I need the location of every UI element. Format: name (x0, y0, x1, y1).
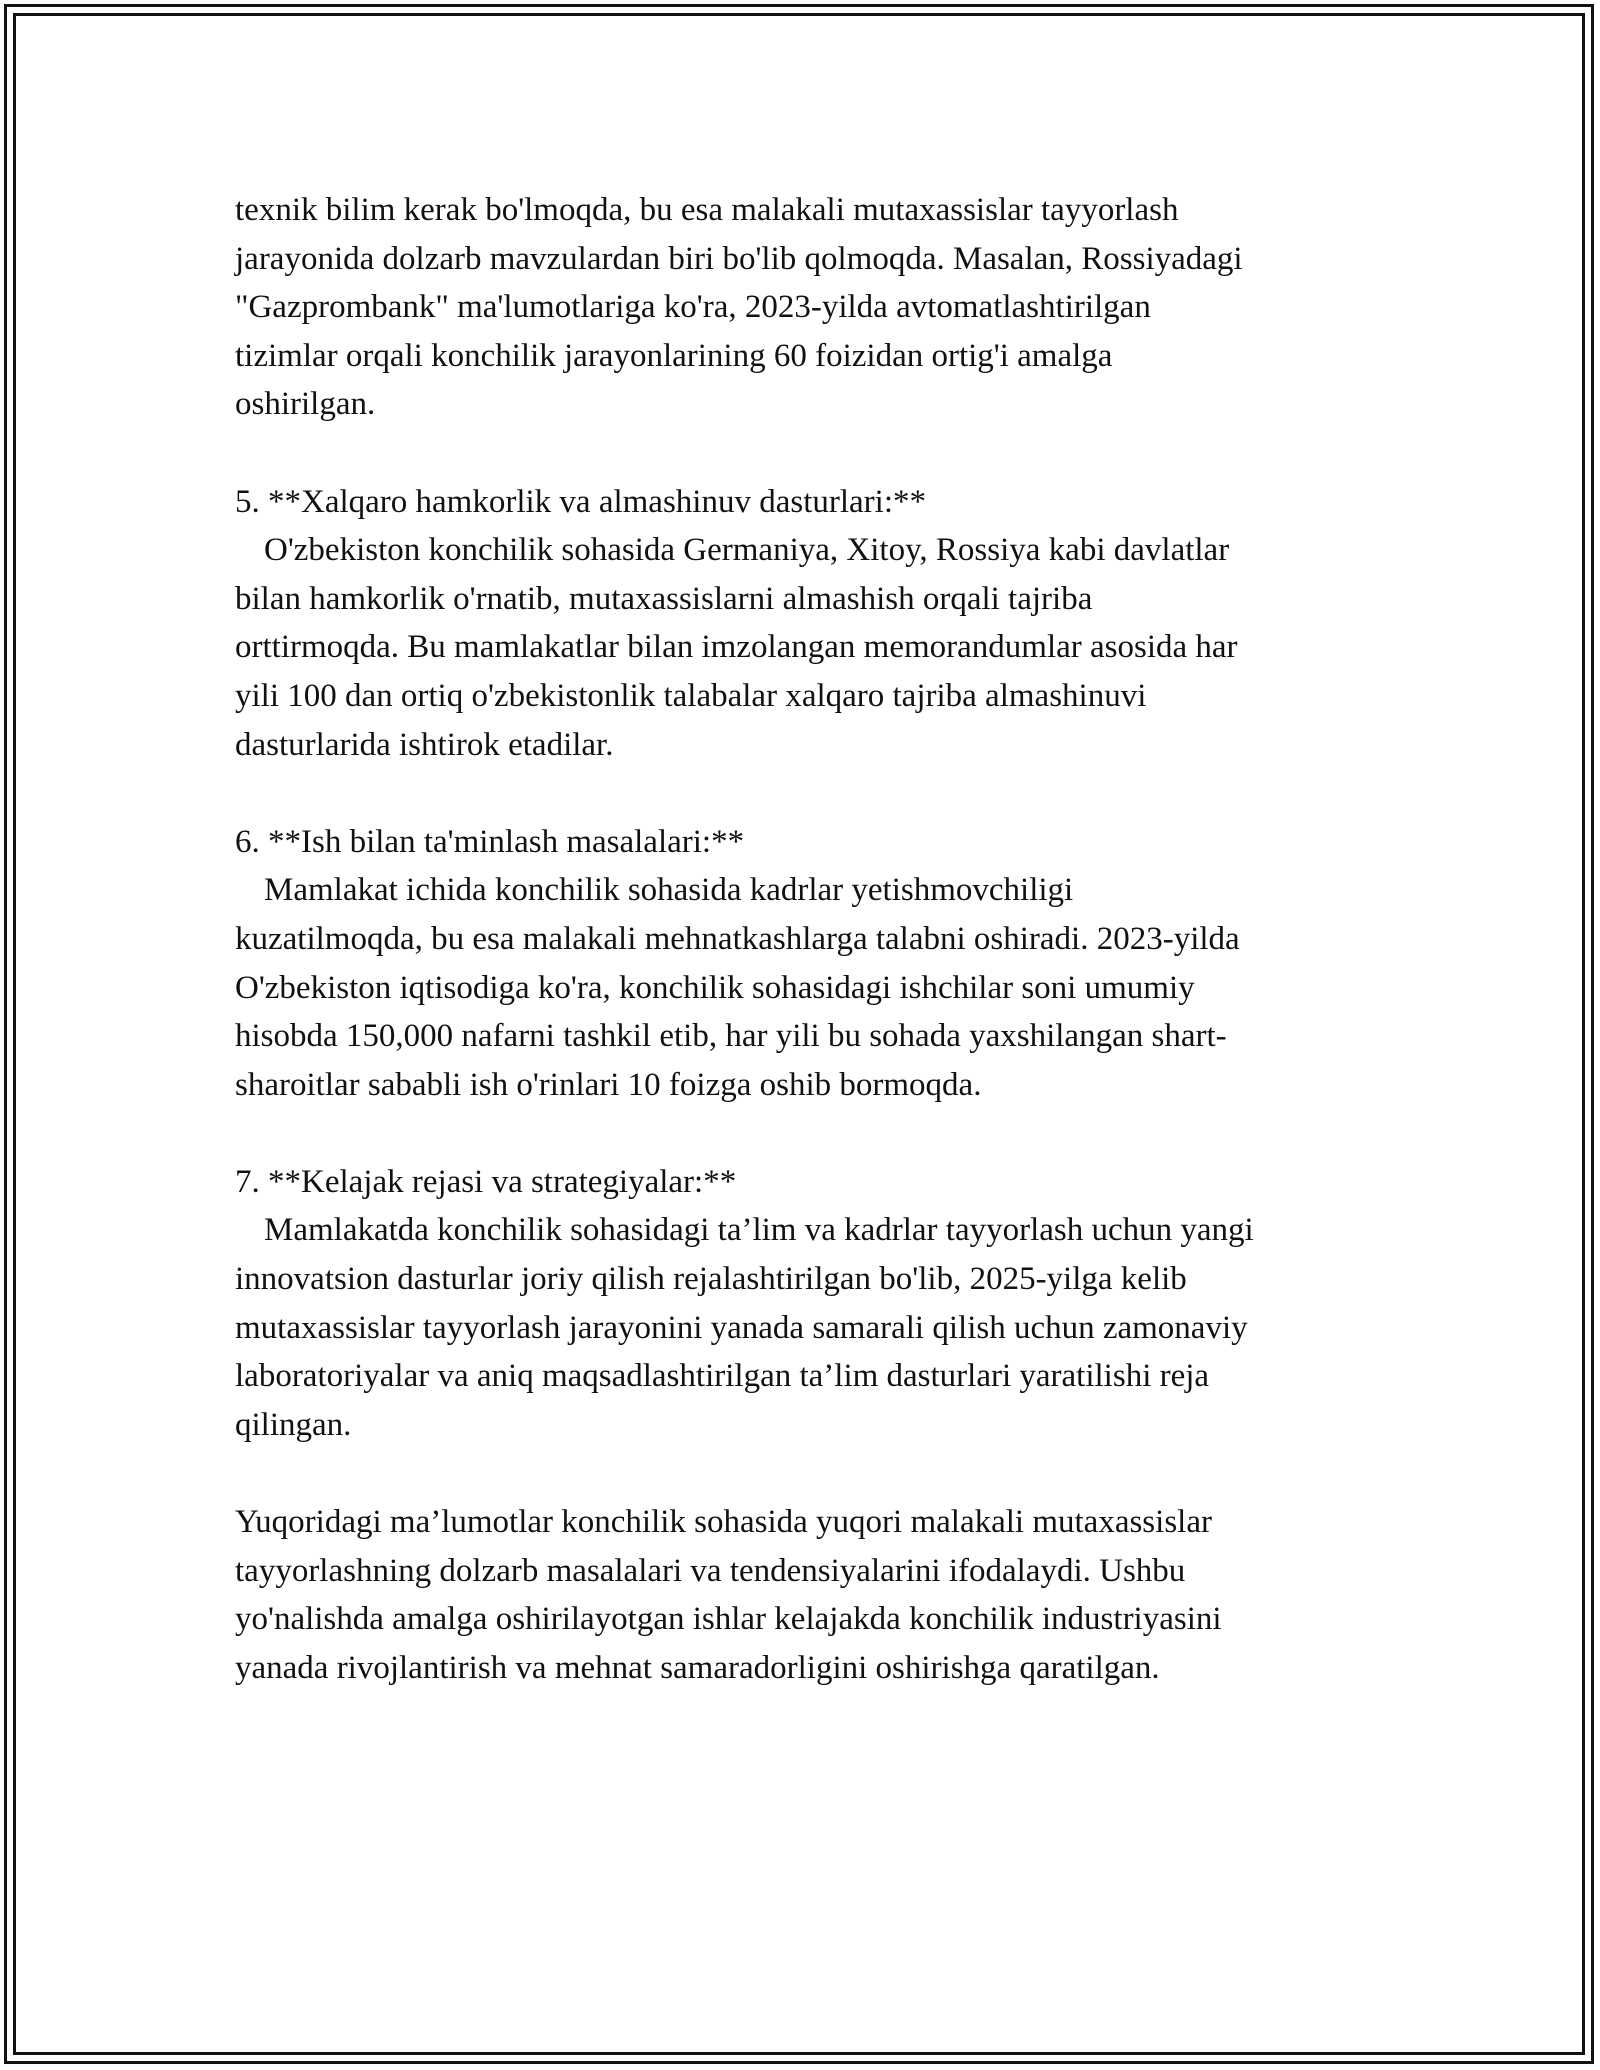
text-line: qilingan. (235, 1406, 352, 1443)
paragraph-gap (235, 769, 1375, 818)
text-line: kuzatilmoqda, bu esa malakali mehnatkashlarga talabni oshiradi. 2023-yilda (235, 920, 1240, 957)
text-line: orttirmoqda. Bu mamlakatlar bilan imzolangan memorandumlar asosida har (235, 629, 1238, 666)
paragraph-gap (235, 1109, 1375, 1158)
text-line: Yuqoridagi ma’lumotlar konchilik sohasida yuqori malakali mutaxassislar (235, 1504, 1212, 1541)
text-line: bilan hamkorlik o'rnatib, mutaxassislarni almashish orqali tajriba (235, 580, 1093, 617)
text-line: yo'nalishda amalga oshirilayotgan ishlar kelajakda konchilik industriyasini (235, 1601, 1222, 1638)
text-line: texnik bilim kerak bo'lmoqda, bu esa malakali mutaxassislar tayyorlash (235, 192, 1179, 228)
section-7 (235, 1158, 1375, 1450)
section-heading: 5. **Xalqaro hamkorlik va almashinuv dasturlari:** (235, 483, 927, 520)
text-line: dasturlarida ishtirok etadilar. (235, 726, 614, 763)
text-line: O'zbekiston konchilik sohasida Germaniya, Xitoy, Rossiya kabi davlatlar (264, 532, 1230, 569)
text-line: sharoitlar sababli ish o'rinlari 10 foizga oshib bormoqda. (235, 1066, 982, 1103)
continuation-paragraph (235, 186, 1375, 429)
paragraph-gap (235, 429, 1375, 478)
text-line: O'zbekiston iqtisodiga ko'ra, konchilik sohasidagi ishchilar soni umumiy (235, 969, 1195, 1006)
text-line: hisobda 150,000 nafarni tashkil etib, har yili bu sohada yaxshilangan shart- (235, 1018, 1227, 1055)
text-line: yili 100 dan ortiq o'zbekistonlik talabalar xalqaro tajriba almashinuvi (235, 677, 1147, 714)
text-line: yanada rivojlantirish va mehnat samaradorligini oshirishga qaratilgan. (235, 1649, 1160, 1686)
text-line: Mamlakatda konchilik sohasidagi ta’lim va kadrlar tayyorlash uchun yangi (264, 1212, 1254, 1249)
text-line: oshirilgan. (235, 386, 376, 423)
section-heading: 7. **Kelajak rejasi va strategiyalar:** (235, 1163, 737, 1200)
text-line: "Gazprombank" ma'lumotlariga ko'ra, 2023-yilda avtomatlashtirilgan (235, 289, 1151, 326)
section-5 (235, 478, 1375, 770)
text-line: laboratoriyalar va aniq maqsadlashtirilgan ta’lim dasturlari yaratilishi reja (235, 1358, 1210, 1395)
document-body (235, 186, 1375, 1692)
conclusion-paragraph (235, 1498, 1375, 1692)
text-line: Mamlakat ichida konchilik sohasida kadrlar yetishmovchiligi (264, 872, 1074, 909)
paragraph-gap (235, 1449, 1375, 1498)
text-line: tizimlar orqali konchilik jarayonlarining 60 foizidan ortig'i amalga (235, 337, 1113, 374)
section-heading: 6. **Ish bilan ta'minlash masalalari:** (235, 823, 745, 860)
text-line: innovatsion dasturlar joriy qilish rejalashtirilgan bo'lib, 2025-yilga kelib (235, 1261, 1187, 1298)
text-line: tayyorlashning dolzarb masalalari va tendensiyalarini ifodalaydi. Ushbu (235, 1552, 1186, 1589)
text-line: jarayonida dolzarb mavzulardan biri bo'lib qolmoqda. Masalan, Rossiyadagi (235, 240, 1243, 277)
section-6 (235, 818, 1375, 1110)
text-line: mutaxassislar tayyorlash jarayonini yanada samarali qilish uchun zamonaviy (235, 1309, 1248, 1346)
